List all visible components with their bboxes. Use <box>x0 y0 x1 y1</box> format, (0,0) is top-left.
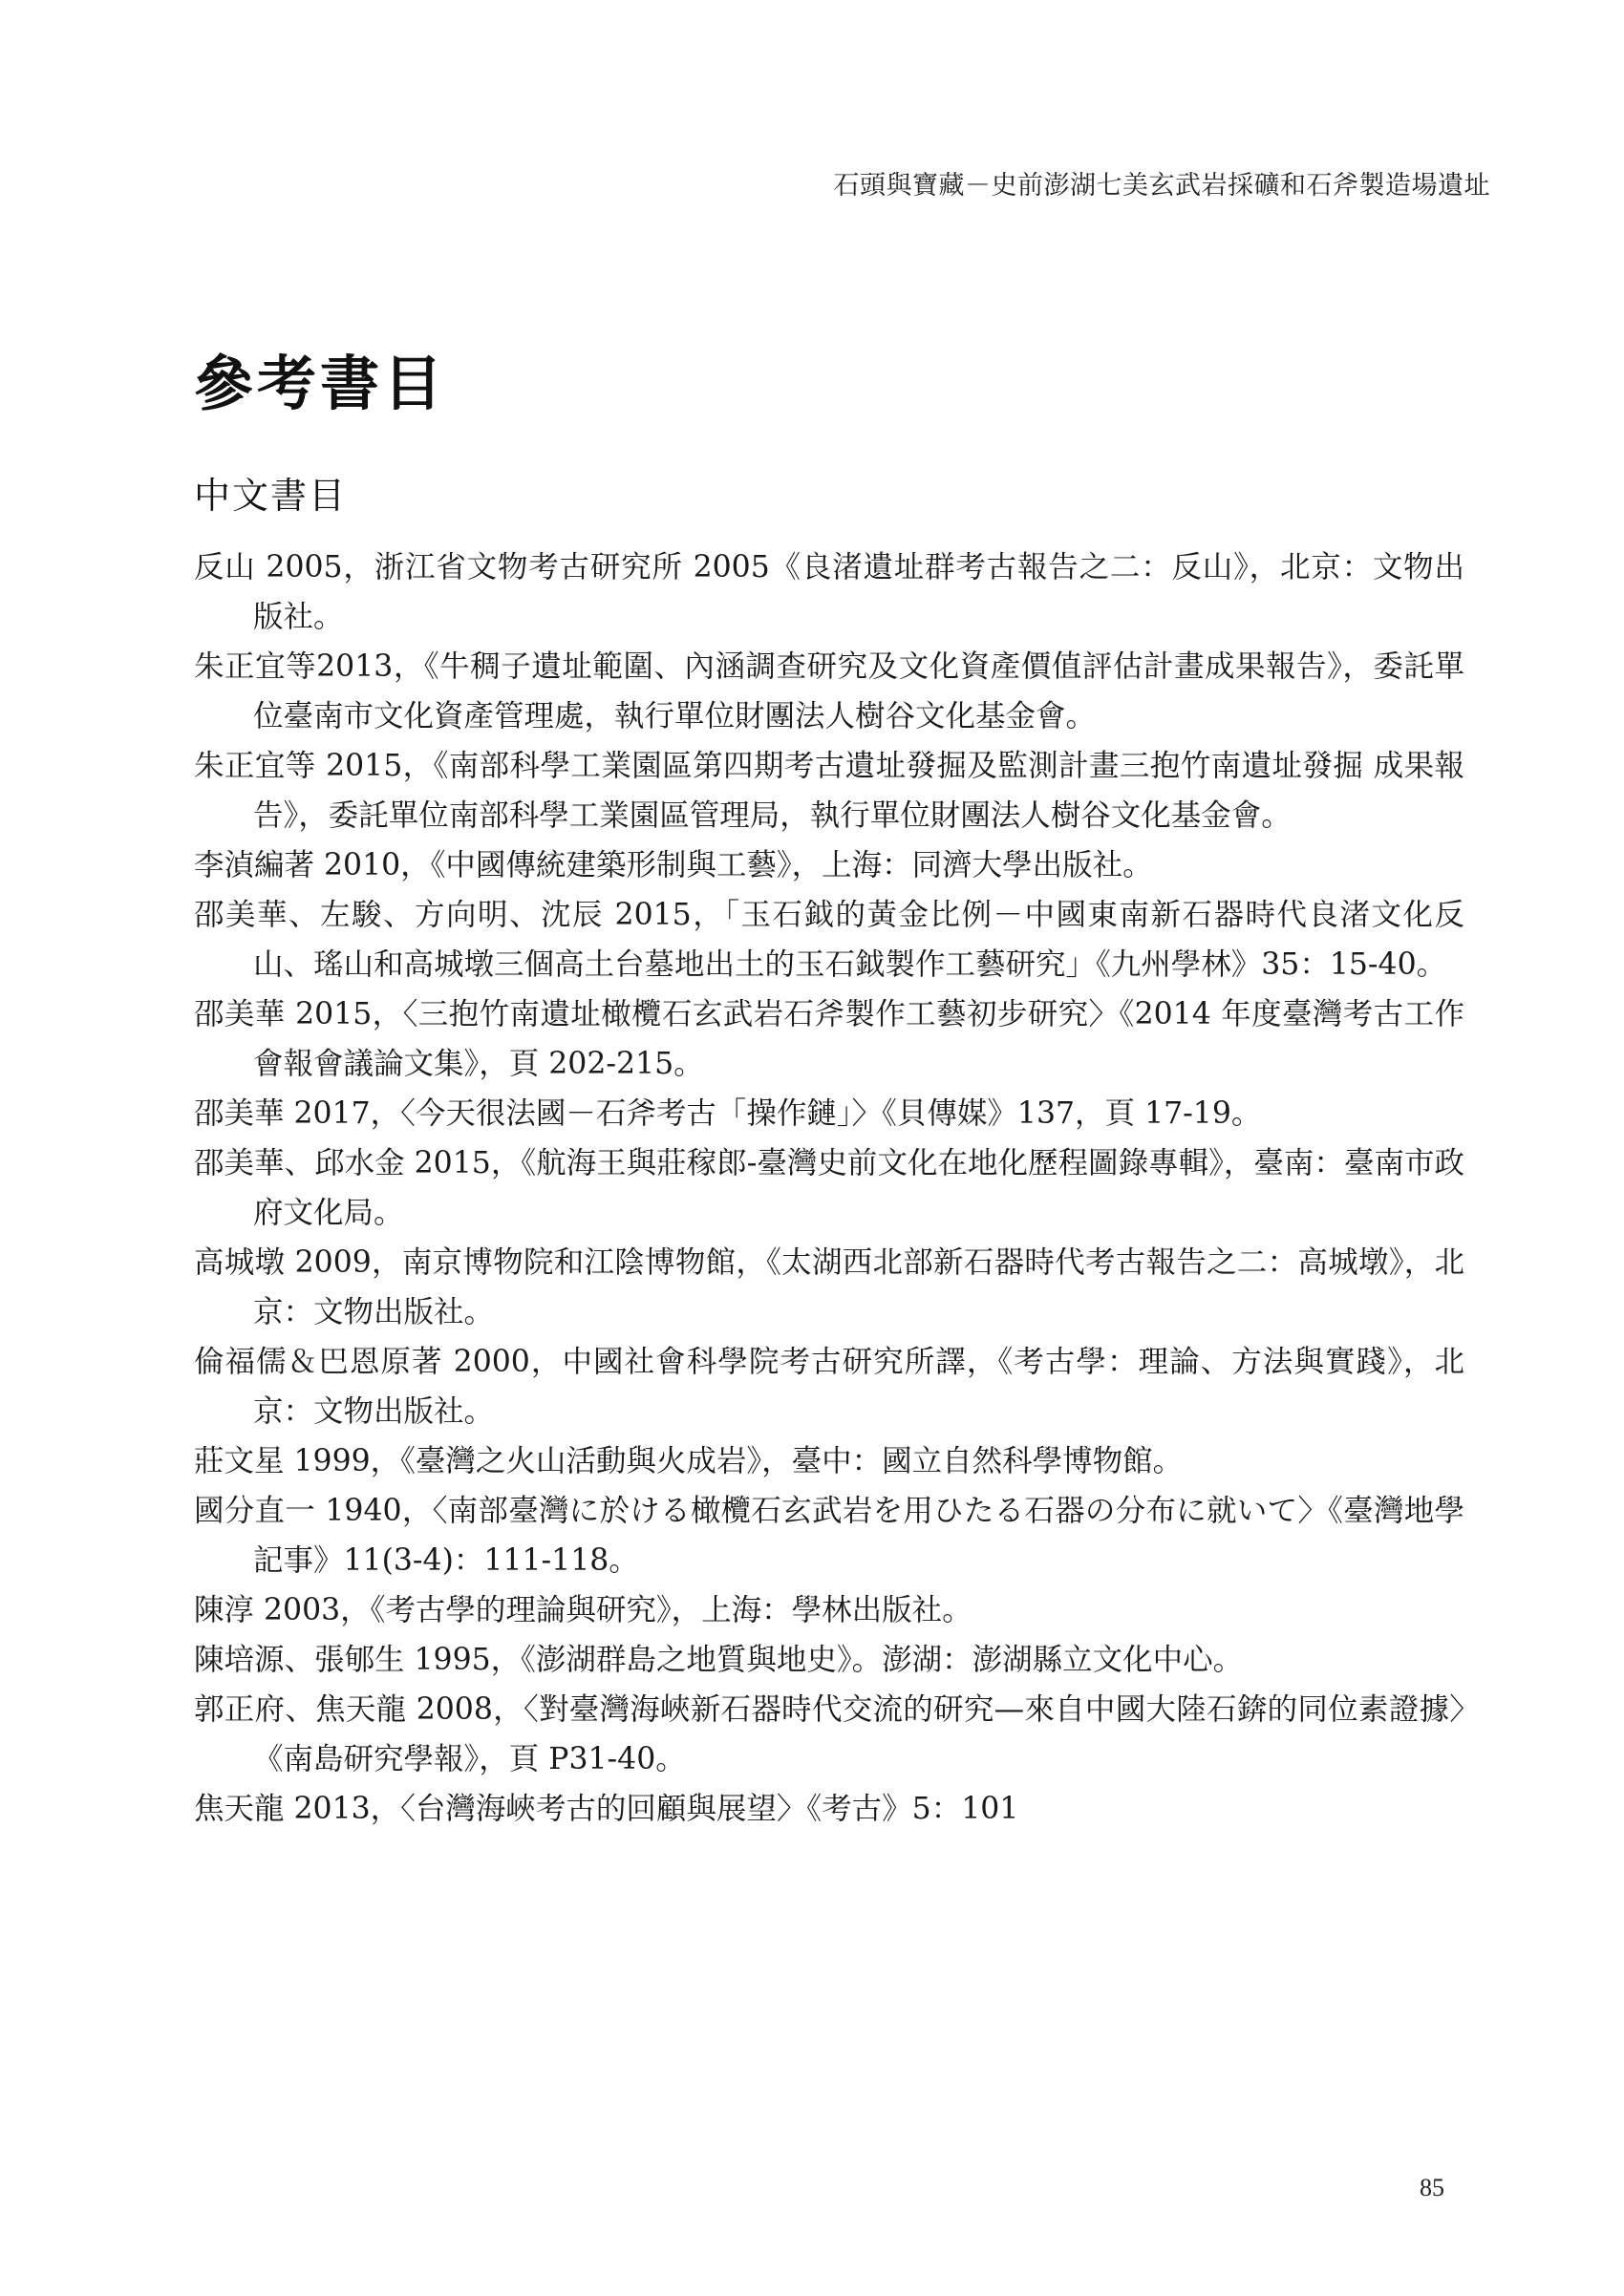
reference-entry: 倫福儒＆巴恩原著 2000，中國社會科學院考古研究所譯，《考古學：理論、方法與實踐》，北京：文物出版社。 <box>194 1345 1464 1429</box>
reference-list <box>194 542 1464 1834</box>
reference-entry: 郭正府、焦天龍 2008，〈對臺灣海峽新石器時代交流的研究—來自中國大陸石錛的同位素證據〉《南島研究學報》，頁 P31-40。 <box>194 1692 1464 1776</box>
reference-entry: 反山 2005，浙江省文物考古研究所 2005《良渚遺址群考古報告之二：反山》，北京：文物出版社。 <box>194 550 1464 634</box>
reference-entry: 焦天龍 2013，〈台灣海峽考古的回顧與展望〉《考古》5：101 <box>194 1792 1019 1826</box>
reference-entry: 高城墩 2009，南京博物院和江陰博物館，《太湖西北部新石器時代考古報告之二：高城墩》，北京：文物出版社。 <box>194 1245 1464 1329</box>
section-title: 中文書目 <box>194 475 348 517</box>
reference-entry: 邵美華、左駿、方向明、沈辰 2015，「玉石鉞的黃金比例－中國東南新石器時代良渚文化反山、瑤山和高城墩三個高土台墓地出土的玉石鉞製作工藝研究」《九州學林》35：15-40。 <box>194 898 1464 982</box>
reference-entry: 朱正宜等2013，《牛稠子遺址範圍、內涵調查研究及文化資產價值評估計畫成果報告》，委託單位臺南市文化資產管理處，執行單位財團法人樹谷文化基金會。 <box>194 649 1464 733</box>
running-header: 石頭與寶藏－史前澎湖七美玄武岩採礦和石斧製造場遺址 <box>833 171 1490 201</box>
reference-entry: 邵美華 2017，〈今天很法國－石斧考古「操作鏈」〉《貝傳媒》137，頁 17-19。 <box>194 1096 1262 1131</box>
page-title: 參考書目 <box>194 349 447 418</box>
reference-entry: 李湞編著 2010，《中國傳統建築形制與工藝》，上海：同濟大學出版社。 <box>194 848 1153 882</box>
reference-entry: 莊文星 1999，《臺灣之火山活動與火成岩》，臺中：國立自然科學博物館。 <box>194 1444 1184 1478</box>
reference-entry: 朱正宜等 2015，《南部科學工業園區第四期考古遺址發掘及監測計畫三抱竹南遺址發掘 成果報告》，委託單位南部科學工業園區管理局，執行單位財團法人樹谷文化基金會。 <box>194 749 1464 833</box>
page-number: 85 <box>1420 2174 1444 2201</box>
reference-entry: 邵美華、邱水金 2015，《航海王與莊稼郎-臺灣史前文化在地化歷程圖錄專輯》，臺南：臺南市政府文化局。 <box>194 1146 1464 1230</box>
reference-entry: 邵美華 2015，〈三抱竹南遺址橄欖石玄武岩石斧製作工藝初步研究〉《2014 年度臺灣考古工作會報會議論文集》，頁 202-215。 <box>194 997 1464 1081</box>
reference-entry: 陳淳 2003，《考古學的理論與研究》，上海：學林出版社。 <box>194 1593 972 1627</box>
reference-entry: 陳培源、張郇生 1995，《澎湖群島之地質與地史》。澎湖：澎湖縣立文化中心。 <box>194 1643 1244 1677</box>
reference-entry: 國分直一 1940，〈南部臺灣に於ける橄欖石玄武岩を用ひたる石器の分布に就いて〉《臺灣地學記事》11(3-4)：111-118。 <box>194 1494 1464 1578</box>
